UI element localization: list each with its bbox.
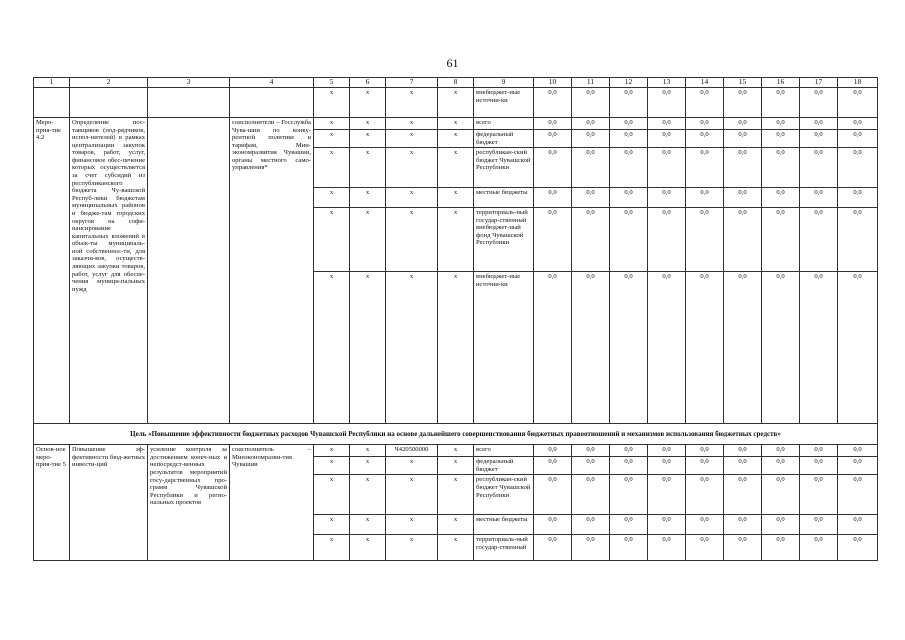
- funding-source: всего: [474, 445, 534, 457]
- value-cell: 0,0: [724, 148, 762, 188]
- col-header: 10: [534, 78, 572, 88]
- value-cell: 0,0: [800, 148, 838, 188]
- value-cell: 0,0: [838, 457, 878, 475]
- empty-cell: [148, 88, 230, 118]
- empty-cell: [230, 88, 314, 118]
- code-cell: x: [438, 445, 474, 457]
- code-cell: x: [386, 188, 438, 208]
- code-cell: x: [350, 457, 386, 475]
- value-cell: 0,0: [762, 445, 800, 457]
- value-cell: 0,0: [648, 535, 686, 561]
- value-cell: 0,0: [762, 272, 800, 424]
- col-header: 1: [34, 78, 70, 88]
- value-cell: 0,0: [572, 535, 610, 561]
- value-cell: 0,0: [648, 118, 686, 130]
- col-header: 9: [474, 78, 534, 88]
- value-cell: 0,0: [610, 272, 648, 424]
- value-cell: 0,0: [686, 208, 724, 272]
- value-cell: 0,0: [534, 130, 572, 148]
- value-cell: 0,0: [838, 535, 878, 561]
- code-cell: x: [386, 272, 438, 424]
- code-cell: x: [438, 272, 474, 424]
- value-cell: 0,0: [572, 130, 610, 148]
- code-cell: x: [350, 445, 386, 457]
- value-cell: 0,0: [648, 457, 686, 475]
- budget-table: [33, 77, 878, 561]
- value-cell: 0,0: [572, 118, 610, 130]
- code-cell: x: [314, 188, 350, 208]
- col-header: 18: [838, 78, 878, 88]
- value-cell: 0,0: [762, 188, 800, 208]
- code-cell: x: [350, 130, 386, 148]
- value-cell: 0,0: [762, 208, 800, 272]
- value-cell: 0,0: [686, 535, 724, 561]
- value-cell: 0,0: [610, 148, 648, 188]
- funding-source: республикан-ский бюджет Чувашской Республики: [474, 148, 534, 188]
- value-cell: 0,0: [800, 118, 838, 130]
- value-cell: 0,0: [800, 130, 838, 148]
- col-header: 16: [762, 78, 800, 88]
- goal-row: [34, 424, 878, 445]
- value-cell: 0,0: [762, 535, 800, 561]
- value-cell: 0,0: [572, 445, 610, 457]
- value-cell: 0,0: [648, 88, 686, 118]
- funding-source: внебюджет-ные источни-ки: [474, 272, 534, 424]
- code-cell: x: [350, 208, 386, 272]
- code-cell: x: [350, 515, 386, 535]
- code-cell: x: [314, 475, 350, 515]
- code-cell: x: [350, 535, 386, 561]
- empty-cell: [70, 88, 148, 118]
- value-cell: 0,0: [762, 515, 800, 535]
- value-cell: 0,0: [686, 118, 724, 130]
- value-cell: 0,0: [610, 88, 648, 118]
- value-cell: 0,0: [724, 272, 762, 424]
- value-cell: 0,0: [572, 88, 610, 118]
- value-cell: 0,0: [610, 535, 648, 561]
- value-cell: 0,0: [648, 148, 686, 188]
- executor-cell: соисполнители – Госслужба Чува-шии по конку-рентной политике и тарифам, Мин-экономразвития Чувашии, органы местного само-управления*: [230, 118, 314, 424]
- code-cell: x: [314, 118, 350, 130]
- expected-result: усиление контроля за достижением конеч-ных и непосредст-венных результатов мероприятий госу-дарственных про-грамм Чувашской Республики и регио-нальных проектов: [148, 445, 230, 561]
- code-cell: x: [438, 188, 474, 208]
- value-cell: 0,0: [610, 188, 648, 208]
- code-cell: x: [438, 88, 474, 118]
- code-cell: x: [314, 130, 350, 148]
- value-cell: 0,0: [800, 515, 838, 535]
- code-cell: x: [350, 118, 386, 130]
- code-cell: x: [438, 515, 474, 535]
- value-cell: 0,0: [572, 208, 610, 272]
- value-cell: 0,0: [534, 515, 572, 535]
- table-row: [34, 118, 878, 130]
- value-cell: 0,0: [534, 272, 572, 424]
- measure-label: Основ-ное меро-прия-тие 5: [34, 445, 70, 561]
- value-cell: 0,0: [534, 475, 572, 515]
- value-cell: 0,0: [648, 515, 686, 535]
- value-cell: 0,0: [572, 272, 610, 424]
- code-cell: x: [438, 130, 474, 148]
- value-cell: 0,0: [572, 148, 610, 188]
- code-cell: x: [438, 457, 474, 475]
- value-cell: 0,0: [800, 475, 838, 515]
- value-cell: 0,0: [800, 535, 838, 561]
- code-cell: x: [314, 457, 350, 475]
- funding-source: местные бюджеты: [474, 188, 534, 208]
- col-header: 14: [686, 78, 724, 88]
- value-cell: 0,0: [800, 272, 838, 424]
- value-cell: 0,0: [838, 272, 878, 424]
- value-cell: 0,0: [724, 445, 762, 457]
- code-cell: x: [314, 272, 350, 424]
- funding-source: республикан-ский бюджет Чувашской Республики: [474, 475, 534, 515]
- funding-source: местные бюджеты: [474, 515, 534, 535]
- value-cell: 0,0: [762, 118, 800, 130]
- value-cell: 0,0: [534, 88, 572, 118]
- code-cell: x: [314, 515, 350, 535]
- measure-description: Повышение эф-фективности бюд-жетных инвести-ций: [70, 445, 148, 561]
- value-cell: 0,0: [648, 475, 686, 515]
- col-header: 3: [148, 78, 230, 88]
- code-cell: x: [314, 445, 350, 457]
- code-cell: x: [350, 272, 386, 424]
- table-row: [34, 88, 878, 118]
- value-cell: 0,0: [724, 515, 762, 535]
- value-cell: 0,0: [648, 130, 686, 148]
- col-header: 11: [572, 78, 610, 88]
- value-cell: 0,0: [762, 88, 800, 118]
- code-cell: x: [438, 118, 474, 130]
- col-header: 5: [314, 78, 350, 88]
- value-cell: 0,0: [610, 515, 648, 535]
- value-cell: 0,0: [838, 148, 878, 188]
- header-row: [34, 78, 878, 88]
- code-cell: x: [350, 188, 386, 208]
- value-cell: 0,0: [648, 188, 686, 208]
- value-cell: 0,0: [686, 188, 724, 208]
- value-cell: 0,0: [686, 130, 724, 148]
- col-header: 13: [648, 78, 686, 88]
- value-cell: 0,0: [534, 148, 572, 188]
- value-cell: 0,0: [686, 272, 724, 424]
- col-header: 8: [438, 78, 474, 88]
- value-cell: 0,0: [838, 118, 878, 130]
- funding-source: внебюджет-ные источни-ки: [474, 88, 534, 118]
- code-cell: x: [386, 475, 438, 515]
- value-cell: 0,0: [610, 475, 648, 515]
- code-cell: x: [314, 88, 350, 118]
- code-cell: x: [438, 475, 474, 515]
- funding-source: территориаль-ный государ-ственный внебюджет-ный фонд Чувашской Республики: [474, 208, 534, 272]
- value-cell: 0,0: [838, 445, 878, 457]
- value-cell: 0,0: [686, 457, 724, 475]
- code-cell: x: [314, 535, 350, 561]
- value-cell: 0,0: [610, 445, 648, 457]
- code-cell: x: [386, 535, 438, 561]
- code-cell: x: [314, 208, 350, 272]
- value-cell: 0,0: [686, 148, 724, 188]
- value-cell: 0,0: [572, 457, 610, 475]
- value-cell: 0,0: [724, 88, 762, 118]
- value-cell: 0,0: [686, 475, 724, 515]
- value-cell: 0,0: [724, 208, 762, 272]
- value-cell: 0,0: [534, 118, 572, 130]
- code-cell: Ч420500000: [386, 445, 438, 457]
- measure-description: Определение пос-тавщиков (под-рядчиков, испол-нителей) в рамках централизации закупок товаров, работ, услуг, финансовое обес-печение которых осуществляется за счет субсидий из республиканского бюджета Чу-вашской Респуб-лики бюджетам муниципальных районов и бюджe-там городских округов на софи-нансирование капитальных вложений в объек-ты муниципаль-ной собственнос-ти, для заказчи-ков, осуществ-ляющих закупки товаров, работ, услуг для обеспе-чения муници-пальных нужд: [70, 118, 148, 424]
- empty-cell: [148, 118, 230, 424]
- value-cell: 0,0: [800, 208, 838, 272]
- empty-cell: [34, 88, 70, 118]
- value-cell: 0,0: [838, 188, 878, 208]
- code-cell: x: [314, 148, 350, 188]
- col-header: 17: [800, 78, 838, 88]
- value-cell: 0,0: [610, 118, 648, 130]
- value-cell: 0,0: [838, 475, 878, 515]
- code-cell: x: [386, 88, 438, 118]
- value-cell: 0,0: [534, 188, 572, 208]
- value-cell: 0,0: [724, 130, 762, 148]
- value-cell: 0,0: [572, 515, 610, 535]
- measure-label: Меро-прия-тие 4.2: [34, 118, 70, 424]
- value-cell: 0,0: [838, 515, 878, 535]
- goal-heading: Цель «Повышение эффективности бюджетных расходов Чувашской Республики на основе дальнейшего совершенствования бюджетных правоотношений и механизмов использования бюджетных средств»: [34, 424, 878, 445]
- value-cell: 0,0: [762, 130, 800, 148]
- col-header: 6: [350, 78, 386, 88]
- page-number: 61: [446, 56, 459, 70]
- col-header: 7: [386, 78, 438, 88]
- value-cell: 0,0: [724, 118, 762, 130]
- value-cell: 0,0: [800, 457, 838, 475]
- value-cell: 0,0: [648, 272, 686, 424]
- code-cell: x: [438, 208, 474, 272]
- value-cell: 0,0: [534, 445, 572, 457]
- value-cell: 0,0: [572, 188, 610, 208]
- value-cell: 0,0: [648, 445, 686, 457]
- code-cell: x: [386, 208, 438, 272]
- value-cell: 0,0: [610, 208, 648, 272]
- value-cell: 0,0: [762, 457, 800, 475]
- value-cell: 0,0: [686, 515, 724, 535]
- value-cell: 0,0: [724, 475, 762, 515]
- value-cell: 0,0: [800, 445, 838, 457]
- executor-cell: соисполнитель – Минэкономразви-тия Чувашии: [230, 445, 314, 561]
- value-cell: 0,0: [686, 88, 724, 118]
- value-cell: 0,0: [534, 457, 572, 475]
- value-cell: 0,0: [838, 88, 878, 118]
- value-cell: 0,0: [800, 88, 838, 118]
- col-header: 12: [610, 78, 648, 88]
- value-cell: 0,0: [572, 475, 610, 515]
- value-cell: 0,0: [838, 208, 878, 272]
- code-cell: x: [438, 535, 474, 561]
- value-cell: 0,0: [762, 148, 800, 188]
- funding-source: всего: [474, 118, 534, 130]
- value-cell: 0,0: [800, 188, 838, 208]
- col-header: 2: [70, 78, 148, 88]
- value-cell: 0,0: [724, 457, 762, 475]
- value-cell: 0,0: [648, 208, 686, 272]
- code-cell: x: [386, 118, 438, 130]
- value-cell: 0,0: [534, 535, 572, 561]
- value-cell: 0,0: [838, 130, 878, 148]
- col-header: 4: [230, 78, 314, 88]
- funding-source: территориаль-ный государ-ственный: [474, 535, 534, 561]
- funding-source: федеральный бюджет: [474, 457, 534, 475]
- value-cell: 0,0: [724, 188, 762, 208]
- code-cell: x: [386, 457, 438, 475]
- code-cell: x: [438, 148, 474, 188]
- col-header: 15: [724, 78, 762, 88]
- value-cell: 0,0: [534, 208, 572, 272]
- code-cell: x: [386, 515, 438, 535]
- code-cell: x: [386, 148, 438, 188]
- value-cell: 0,0: [762, 475, 800, 515]
- code-cell: x: [350, 148, 386, 188]
- code-cell: x: [350, 88, 386, 118]
- funding-source: федеральный бюджет: [474, 130, 534, 148]
- code-cell: x: [386, 130, 438, 148]
- code-cell: x: [350, 475, 386, 515]
- value-cell: 0,0: [610, 130, 648, 148]
- value-cell: 0,0: [610, 457, 648, 475]
- table-row: [34, 445, 878, 457]
- value-cell: 0,0: [724, 535, 762, 561]
- value-cell: 0,0: [686, 445, 724, 457]
